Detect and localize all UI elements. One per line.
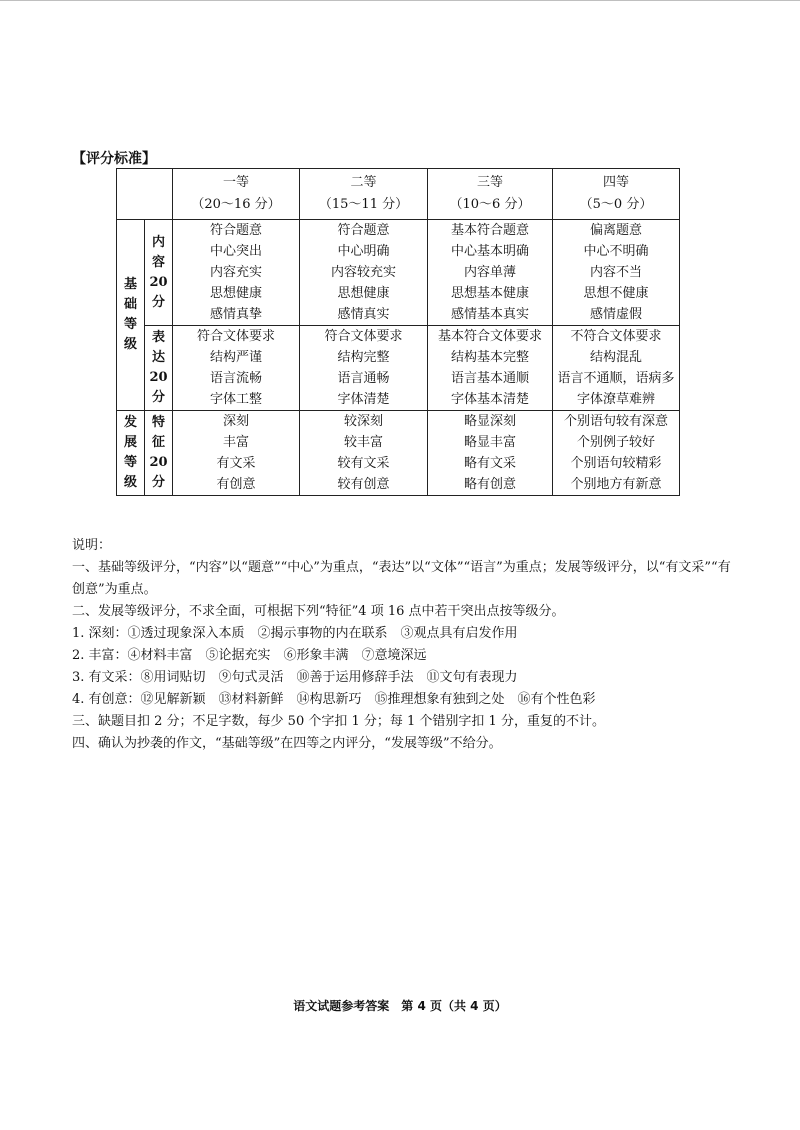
note-item: 3. 有文采：⑧用词贴切 ⑨句式灵活 ⑩善于运用修辞手法 ⑪文句有表现力	[72, 670, 518, 685]
vertical-label-text: 表 达 20 分	[149, 330, 168, 405]
level-name: 三等	[476, 175, 503, 190]
section-title: 【评分标准】	[72, 151, 156, 167]
header-corner-cell	[117, 169, 173, 220]
criteria-line: 不符合文体要求	[570, 329, 662, 344]
criteria-line: 感情基本真实	[450, 307, 529, 322]
note-item: 2. 丰富：④材料丰富 ⑤论据充实 ⑥形象丰满 ⑦意境深远	[72, 648, 427, 663]
top-rule	[0, 0, 800, 1]
criteria-line: 符合文体要求	[324, 329, 403, 344]
table-row-feature	[117, 411, 680, 496]
level-name: 一等	[222, 175, 249, 190]
page-footer: 语文试题参考答案 第 4 页（共 4 页）	[293, 999, 507, 1013]
group-label-development	[117, 411, 145, 496]
criteria-line: 较丰富	[343, 435, 383, 450]
criteria-line: 字体基本清楚	[450, 392, 529, 407]
criteria-cell	[173, 220, 300, 326]
criteria-line: 内容单薄	[463, 265, 516, 280]
criteria-line: 思想不健康	[583, 286, 649, 301]
criteria-line: 较深刻	[343, 414, 383, 429]
criteria-cell	[553, 326, 680, 411]
criteria-line: 符合题意	[209, 223, 262, 238]
criteria-line: 结构混乱	[589, 350, 642, 365]
table-row-content	[117, 220, 680, 326]
criteria-line: 结构完整	[337, 350, 390, 365]
criteria-line: 略显丰富	[463, 435, 516, 450]
criteria-line: 有文采	[216, 456, 256, 471]
table-header-row	[117, 169, 680, 220]
criteria-line: 内容较充实	[330, 265, 396, 280]
table-row-expression	[117, 326, 680, 411]
level-name: 二等	[350, 175, 377, 190]
criteria-line: 较有创意	[337, 477, 390, 492]
criteria-line: 内容不当	[589, 265, 642, 280]
level-range: （5～0 分）	[579, 197, 653, 212]
criteria-line: 中心不明确	[583, 244, 649, 259]
criteria-cell	[173, 411, 300, 496]
criteria-line: 深刻	[222, 414, 249, 429]
criteria-line: 结构基本完整	[450, 350, 529, 365]
note-item: 4. 有创意：⑫见解新颖 ⑬材料新鲜 ⑭构思新巧 ⑮推理想象有独到之处 ⑯有个性色彩	[72, 692, 596, 707]
criteria-line: 符合文体要求	[196, 329, 275, 344]
criteria-line: 略显深刻	[463, 414, 516, 429]
criteria-cell	[300, 220, 428, 326]
criteria-line: 有创意	[216, 477, 256, 492]
criteria-line: 字体工整	[209, 392, 262, 407]
row-label-content	[145, 220, 173, 326]
criteria-line: 感情真挚	[209, 307, 262, 322]
criteria-line: 思想健康	[337, 286, 390, 301]
criteria-line: 个别地方有新意	[570, 477, 662, 492]
notes-heading: 说明：	[72, 538, 112, 553]
notes-section	[72, 535, 732, 755]
criteria-line: 符合题意	[337, 223, 390, 238]
criteria-line: 略有创意	[463, 477, 516, 492]
criteria-cell	[553, 411, 680, 496]
group-label-basic	[117, 220, 145, 411]
criteria-line: 语言流畅	[209, 371, 262, 386]
level-range: （10～6 分）	[449, 197, 531, 212]
criteria-cell	[553, 220, 680, 326]
criteria-cell	[428, 411, 553, 496]
note-item: 一、基础等级评分，“内容”以“题意”“中心”为重点，“表达”以“文体”“语言”为重点；发展等级评分，以“有文采”“有创意”为重点。	[72, 560, 731, 597]
note-item: 四、确认为抄袭的作文，“基础等级”在四等之内评分，“发展等级”不给分。	[72, 736, 502, 751]
criteria-line: 语言基本通顺	[450, 371, 529, 386]
level-header	[300, 169, 428, 220]
criteria-cell	[300, 326, 428, 411]
criteria-line: 个别语句较有深意	[563, 414, 668, 429]
criteria-line: 语言不通顺，语病多	[557, 371, 675, 386]
criteria-line: 内容充实	[209, 265, 262, 280]
criteria-line: 基本符合题意	[450, 223, 529, 238]
criteria-line: 字体清楚	[337, 392, 390, 407]
criteria-line: 感情虚假	[589, 307, 642, 322]
criteria-line: 中心明确	[337, 244, 390, 259]
criteria-line: 个别例子较好	[576, 435, 655, 450]
vertical-label-text: 基 础 等 级	[123, 277, 137, 352]
note-item: 二、发展等级评分，不求全面，可根据下列“特征”4 项 16 点中若干突出点按等级分。	[72, 604, 565, 619]
level-header	[428, 169, 553, 220]
rubric-table	[116, 168, 680, 496]
criteria-line: 中心突出	[209, 244, 262, 259]
criteria-line: 思想健康	[209, 286, 262, 301]
criteria-line: 结构严谨	[209, 350, 262, 365]
vertical-label-text: 内 容 20 分	[149, 234, 168, 310]
row-label-feature	[145, 411, 173, 496]
vertical-label-text: 发 展 等 级	[123, 415, 137, 490]
level-header	[173, 169, 300, 220]
row-label-expression	[145, 326, 173, 411]
note-item: 三、缺题目扣 2 分；不足字数，每少 50 个字扣 1 分；每 1 个错别字扣 1 分，重复的不计。	[72, 714, 605, 729]
criteria-cell	[428, 326, 553, 411]
criteria-line: 语言通畅	[337, 371, 390, 386]
criteria-line: 略有文采	[463, 456, 516, 471]
criteria-cell	[300, 411, 428, 496]
criteria-line: 个别语句较精彩	[570, 456, 662, 471]
vertical-label-text: 特 征 20 分	[149, 415, 168, 490]
level-range: （20～16 分）	[191, 197, 281, 212]
criteria-line: 字体潦草难辨	[576, 392, 655, 407]
criteria-line: 较有文采	[337, 456, 390, 471]
level-name: 四等	[602, 175, 629, 190]
criteria-line: 基本符合文体要求	[437, 329, 542, 344]
level-header	[553, 169, 680, 220]
note-item: 1. 深刻：①透过现象深入本质 ②揭示事物的内在联系 ③观点具有启发作用	[72, 626, 518, 641]
criteria-line: 中心基本明确	[450, 244, 529, 259]
criteria-line: 思想基本健康	[450, 286, 529, 301]
criteria-line: 丰富	[222, 435, 249, 450]
criteria-cell	[428, 220, 553, 326]
criteria-line: 感情真实	[337, 307, 390, 322]
criteria-line: 偏离题意	[589, 223, 642, 238]
criteria-cell	[173, 326, 300, 411]
level-range: （15～11 分）	[318, 197, 409, 212]
